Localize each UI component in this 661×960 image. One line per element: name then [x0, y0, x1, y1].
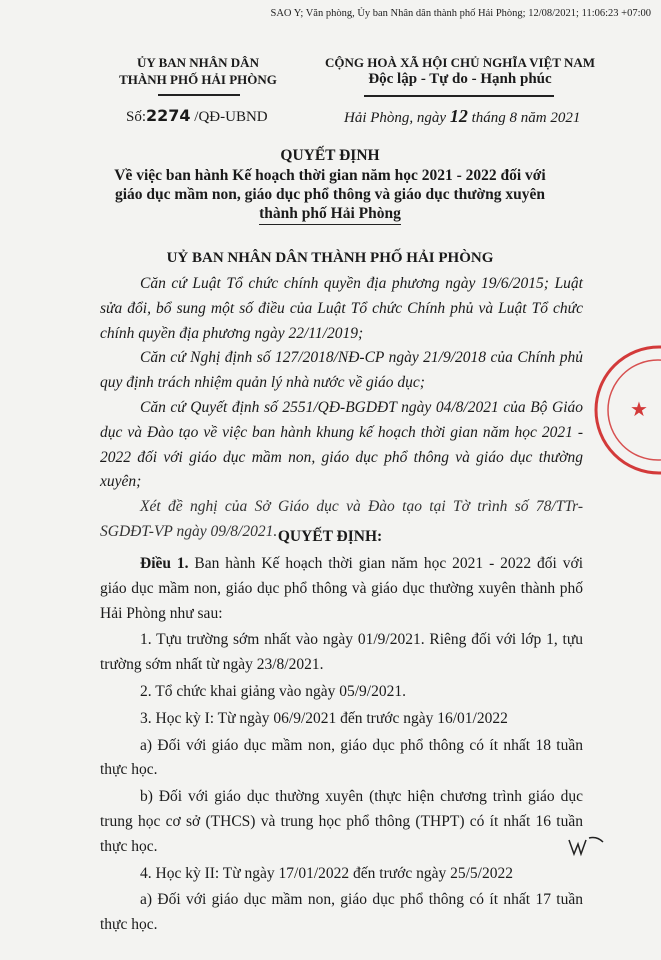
- preamble-item: Căn cứ Nghị định số 127/2018/NĐ-CP ngày 21/9/2018 của Chính phủ quy định trách nhiệm quản lý nhà nước về giáo dục;: [100, 349, 583, 392]
- national-motto: [300, 54, 620, 88]
- number-suffix: /QĐ-UBND: [190, 109, 268, 125]
- decision-heading: QUYẾT ĐỊNH:: [277, 528, 383, 545]
- date-prefix: Hải Phòng, ngày: [344, 110, 450, 126]
- number-value: 2274: [146, 106, 191, 125]
- list-item: a) Đối với giáo dục mầm non, giáo dục phổ thông có ít nhất 18 tuần thực học.: [100, 736, 583, 779]
- handwritten-initial: [567, 836, 607, 865]
- list-item: 2. Tổ chức khai giảng vào ngày 05/9/2021.: [140, 682, 406, 700]
- number-prefix: Số:: [126, 109, 147, 125]
- motto: Độc lập - Tự do - Hạnh phúc: [368, 71, 552, 87]
- preamble-item: Căn cứ Quyết định số 2551/QĐ-BGDĐT ngày 04/8/2021 của Bộ Giáo dục và Đào tạo về việc ban hành khung kế hoạch thời gian năm học 2021 - 2022 đối với giáo dục mầm non, giáo dục phổ thông và giáo dục thường xuyên;: [100, 398, 583, 491]
- preamble-item: Xét đề nghị của Sở Giáo dục và Đào tạo tại Tờ trình số 78/TTr-SGDĐT-VP ngày 09/8/2021.: [100, 498, 583, 540]
- article-1: [100, 552, 583, 626]
- red-seal-stamp: [594, 340, 661, 480]
- divider: [364, 95, 554, 97]
- list-item: 1. Tựu trường sớm nhất vào ngày 01/9/2021. Riêng đối với lớp 1, tựu trường sớm nhất từ ngày 23/8/2021.: [100, 631, 583, 674]
- document-number: [126, 106, 268, 126]
- list-item: a) Đối với giáo dục mầm non, giáo dục phổ thông có ít nhất 17 tuần thực học.: [100, 891, 583, 934]
- preamble: [100, 272, 583, 545]
- star-icon: ★: [630, 399, 648, 421]
- list-item: 3. Học kỳ I: Từ ngày 06/9/2021 đến trước ngày 16/01/2022: [140, 709, 508, 727]
- digital-copy-stamp: SAO Y; Văn phòng, Ủy ban Nhân dân thành phố Hải Phòng; 12/08/2021; 11:06:23 +07:00: [270, 8, 651, 19]
- seal-outer-ring: [596, 347, 661, 473]
- authority-line1: ỦY BAN NHÂN DÂN: [137, 55, 259, 70]
- article-text: Ban hành Kế hoạch thời gian năm học 2021 - 2022 đối với giáo dục mầm non, giáo dục phổ thông và giáo dục thường xuyên thành phố Hải Phòng như sau:: [100, 555, 583, 622]
- decision-body: [100, 552, 583, 938]
- date-day: 12: [449, 106, 468, 126]
- date-suffix: tháng 8 năm 2021: [467, 110, 581, 126]
- preamble-item: Căn cứ Luật Tổ chức chính quyền địa phương ngày 19/6/2015; Luật sửa đổi, bổ sung một số điều của Luật Tổ chức Chính phủ và Luật Tổ chức chính quyền địa phương ngày 22/11/2019;: [100, 275, 583, 342]
- document-title: QUYẾT ĐỊNH: [280, 147, 380, 164]
- list-item: b) Đối với giáo dục thường xuyên (thực hiện chương trình giáo dục trung học cơ sở (THCS) và trung học phổ thông (THPT) có ít nhất 16 tuần thực học.: [100, 788, 583, 855]
- subtitle-line: Về việc ban hành Kế hoạch thời gian năm học 2021 - 2022 đối với: [114, 167, 546, 184]
- authority-line2: THÀNH PHỐ HẢI PHÒNG: [119, 72, 277, 87]
- list-item: 4. Học kỳ II: Từ ngày 17/01/2022 đến trước ngày 25/5/2022: [140, 864, 513, 882]
- nation-name: CỘNG HOÀ XÃ HỘI CHỦ NGHĨA VIỆT NAM: [324, 55, 596, 70]
- authority-heading: UỶ BAN NHÂN DÂN THÀNH PHỐ HẢI PHÒNG: [166, 250, 494, 266]
- place-date: [344, 106, 580, 127]
- issuing-authority: [100, 54, 296, 88]
- document-subtitle: [60, 166, 600, 223]
- subtitle-line: thành phố Hải Phòng: [259, 205, 401, 225]
- divider: [158, 94, 240, 96]
- subtitle-line: giáo dục mầm non, giáo dục phổ thông và giáo dục thường xuyên: [114, 186, 546, 203]
- article-label: Điều 1.: [140, 555, 189, 572]
